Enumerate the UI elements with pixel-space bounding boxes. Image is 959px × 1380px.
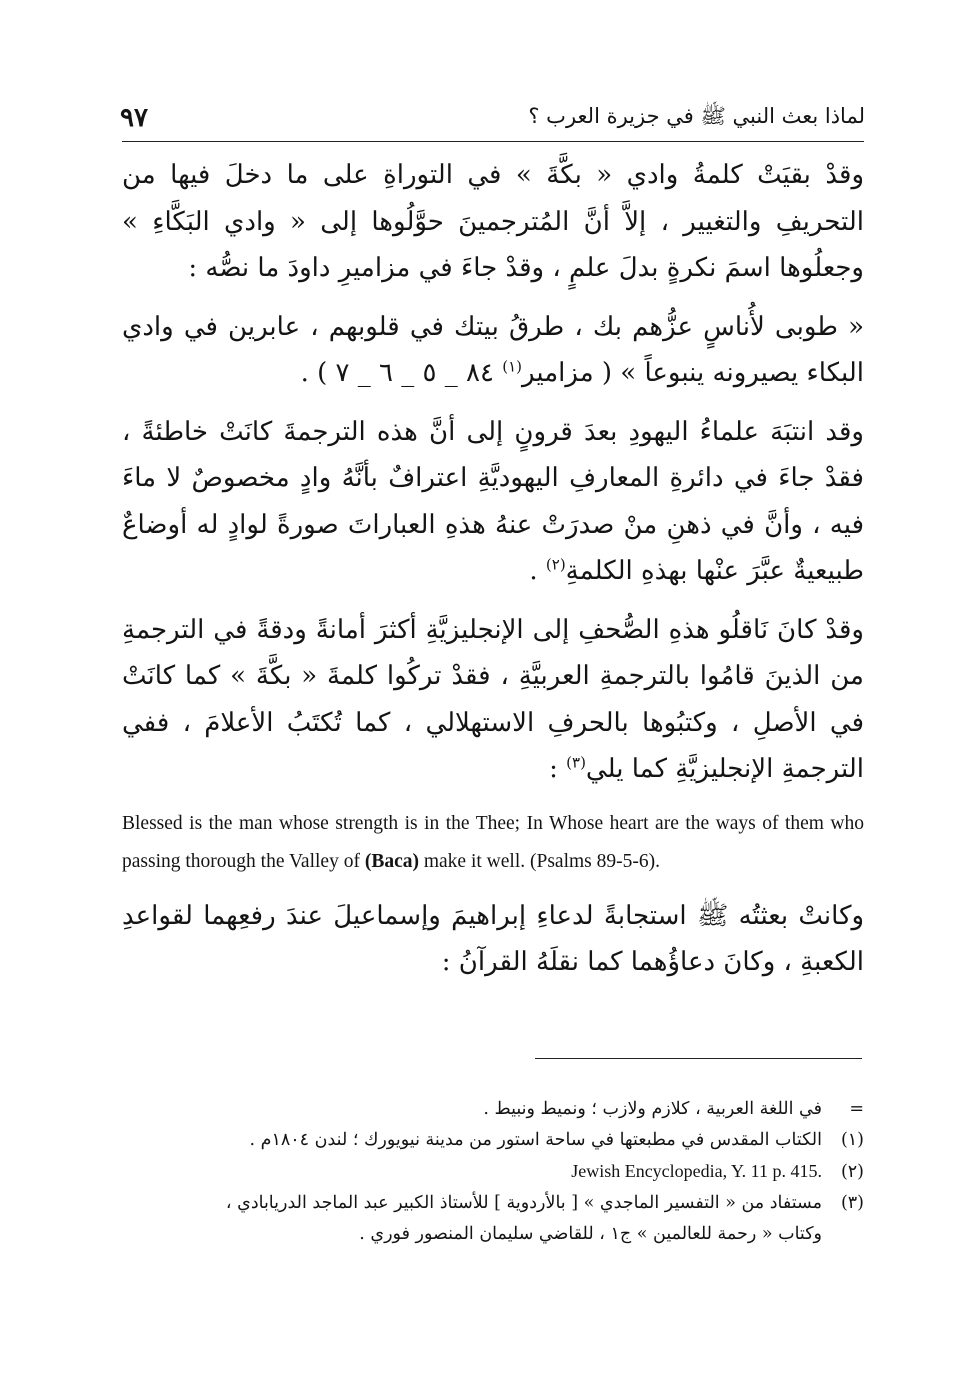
running-title: لماذا بعث النبي ﷺ في جزيرة العرب ؟ bbox=[528, 103, 865, 128]
footnote-ref: (١) bbox=[502, 357, 522, 376]
paragraph: وقدْ كانَ نَاقلُو هذهِ الصُّحفِ إلى الإنجليزيَّةِ أكثرَ أمانةً ودقةً في الترجمةِ من الذينَ قامُوا بالترجمةِ العربيَّةِ ، فقدْ تركُوا كلمةَ « بكَّةَ » كما كانَتْ في الأصلِ ، وكتبُوها بالحرفِ الاستهلالي ، كما تُكتَبُ الأعلامَ ، ففي الترجمةِ الإنجليزيَّةِ كما يلي$^{(٣)}$ : bbox=[122, 614, 864, 784]
page-header bbox=[120, 98, 865, 138]
footnote-rule bbox=[535, 1058, 862, 1059]
paragraph: « طوبى لأُناسٍ عزُّهم بك ، طرقُ بيتك في قلوبهم ، عابرين في وادي البكاء يصيرونه ينبوعاً » ( مزامير$^{(١)}$ ٨٤ _ ٥ _ ٦ _ ٧ ) . bbox=[122, 311, 864, 388]
footnote: (١) الكتاب المقدس في مطبعتها في ساحة استور من مدينة نيويورك ؛ لندن ١٨٠٤م . bbox=[249, 1130, 864, 1150]
english-quote: Blessed is the man whose strength is in the Thee; In Whose heart are the ways of them who passing thorough the Valley of (Baca) make it well. (Psalms 89-5-6). bbox=[122, 812, 864, 872]
footnote-ref: (٣) bbox=[566, 753, 586, 772]
page-number: ٩٧ bbox=[120, 103, 148, 133]
footnote-continuation: وكتاب « رحمة للعالمين » ج١ ، للقاضي سليمان المنصور فوري . bbox=[359, 1224, 822, 1244]
footnote: (٣) مستفاد من « التفسير الماجدي » [ بالأردوية ] للأستاذ الكبير عبد الماجد الدريابادي ، bbox=[225, 1193, 864, 1213]
footnote-ref: (٢) bbox=[545, 555, 566, 574]
paragraph: وقدْ بقيَتْ كلمةُ وادي « بكَّةَ » في التوراةِ على ما دخلَ فيها من التحريفِ والتغيير ، إلاَّ أنَّ المُترجمينَ حوَّلُوها إلى « وادي البَكَّاءِ » وجعلُوها اسمَ نكرةٍ بدلَ علمٍ ، وقدْ جاءَ في مزاميرِ داودَ ما نصُّه : bbox=[122, 160, 864, 283]
paragraph: وكانتْ بعثتُه ﷺ استجابةً لدعاءِ إبراهيمَ وإسماعيلَ عندَ رفعِهما لقواعدِ الكعبةِ ، وكانَ دعاؤُهما كما نقلَهُ القرآنُ : bbox=[122, 900, 864, 977]
header-rule bbox=[122, 141, 864, 142]
footnotes bbox=[122, 1094, 864, 1250]
footnote: = في اللغة العربية ، كلازم ولازب ؛ ونميط ونبيط . bbox=[483, 1099, 864, 1119]
footnote: (٢) Jewish Encyclopedia, Y. 11 p. 415. bbox=[571, 1161, 864, 1182]
paragraph: وقد انتبَهَ علماءُ اليهودِ بعدَ قرونٍ إلى أنَّ هذه الترجمةَ كانَتْ خاطئةً ، فقدْ جاءَ في دائرةِ المعارفِ اليهوديَّةِ اعترافٌ بأنَّهُ وادٍ مخصوصٌ لا ماءَ فيه ، وأنَّ في ذهنِ منْ صدرَتْ عنهُ هذهِ العباراتَ صورةً لوادٍ له أوضاعٌ طبيعيةٌ عبَّرَ عنْها بهذهِ الكلمةِ$^{(٢)}$ . bbox=[122, 416, 864, 586]
main-text bbox=[122, 152, 864, 998]
